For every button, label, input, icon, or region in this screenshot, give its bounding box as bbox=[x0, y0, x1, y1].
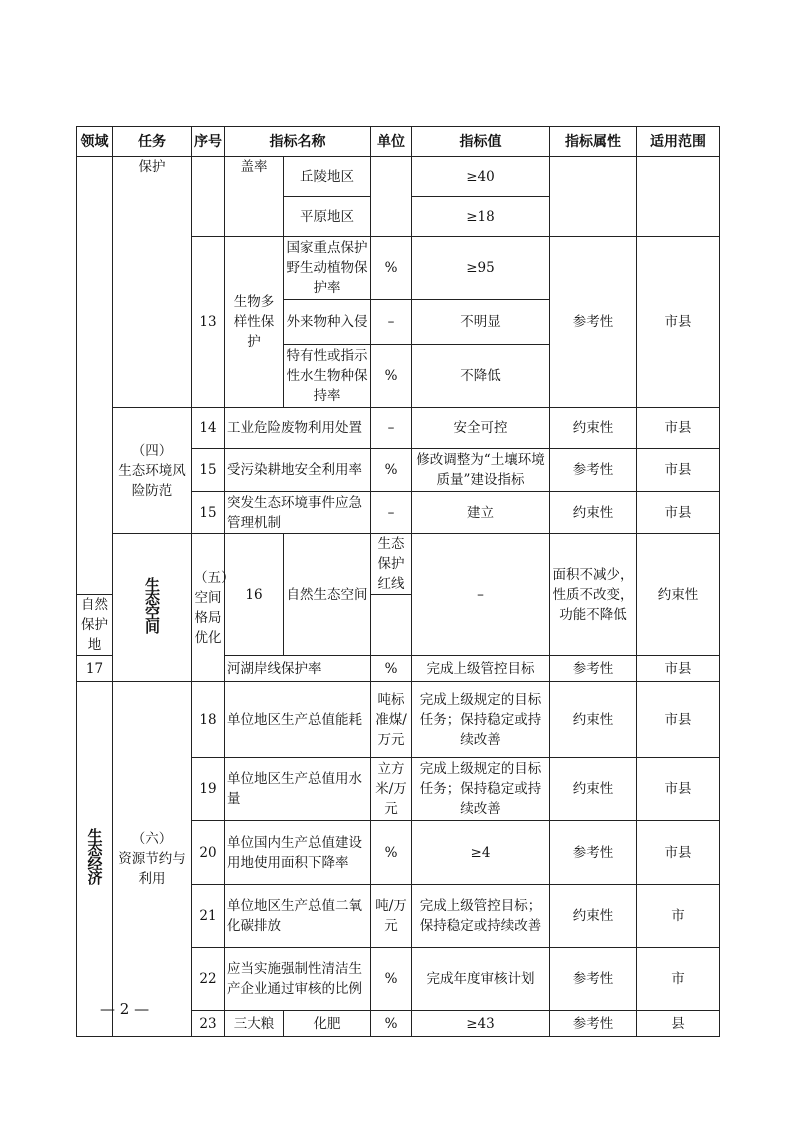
task-cell: 保护 bbox=[113, 157, 192, 408]
sub-indicator: 特有性或指示性水生物种保持率 bbox=[284, 345, 371, 408]
header-scope: 适用范围 bbox=[637, 127, 720, 157]
no-cell: 17 bbox=[77, 656, 113, 682]
header-row bbox=[77, 127, 720, 157]
scope-cell bbox=[637, 157, 720, 237]
indicator-name: 单位地区生产总值能耗 bbox=[225, 682, 371, 758]
sub-indicator: 自然保护地 bbox=[77, 595, 113, 656]
scope-cell: 市县 bbox=[637, 449, 720, 492]
scope-cell: 市县 bbox=[637, 237, 720, 408]
unit-cell: – bbox=[412, 534, 550, 656]
sub-indicator: 外来物种入侵 bbox=[284, 300, 371, 345]
value-cell: ≥43 bbox=[412, 1011, 550, 1037]
indicator-name: 自然生态空间 bbox=[284, 534, 371, 656]
attr-cell: 约束性 bbox=[550, 682, 637, 758]
value-cell: ≥40 bbox=[412, 157, 550, 197]
sub-indicator: 化肥 bbox=[284, 1011, 371, 1037]
unit-cell: % bbox=[371, 345, 412, 408]
attr-cell: 参考性 bbox=[550, 821, 637, 885]
attr-cell: 参考性 bbox=[550, 656, 637, 682]
task-cell: （五） 空间格局优化 bbox=[192, 534, 225, 682]
scope-cell: 市 bbox=[637, 885, 720, 948]
no-cell: 16 bbox=[225, 534, 284, 656]
value-cell: 完成上级管控目标 bbox=[412, 656, 550, 682]
indicator-name: 受污染耕地安全利用率 bbox=[225, 449, 371, 492]
value-cell: 面积不减少，性质不改变，功能不降低 bbox=[550, 534, 637, 656]
attr-cell: 参考性 bbox=[550, 449, 637, 492]
no-cell: 21 bbox=[192, 885, 225, 948]
indicator-name: 突发生态环境事件应急管理机制 bbox=[225, 492, 371, 534]
no-cell: 23 bbox=[192, 1011, 225, 1037]
header-unit: 单位 bbox=[371, 127, 412, 157]
value-cell: 完成上级规定的目标任务；保持稳定或持续改善 bbox=[412, 682, 550, 758]
attr-cell: 参考性 bbox=[550, 237, 637, 408]
attr-cell: 参考性 bbox=[550, 948, 637, 1011]
attr-cell: 约束性 bbox=[637, 534, 720, 656]
no-cell: 13 bbox=[192, 237, 225, 408]
sub-indicator: 平原地区 bbox=[284, 197, 371, 237]
value-cell: 完成上级规定的目标任务；保持稳定或持续改善 bbox=[412, 758, 550, 821]
value-cell: ≥4 bbox=[412, 821, 550, 885]
unit-cell bbox=[371, 157, 412, 237]
value-cell: 完成上级管控目标；保持稳定或持续改善 bbox=[412, 885, 550, 948]
table-row bbox=[77, 157, 720, 197]
indicator-name: 单位地区生产总值二氧化碳排放 bbox=[225, 885, 371, 948]
header-value: 指标值 bbox=[412, 127, 550, 157]
unit-cell: 立方米/万元 bbox=[371, 758, 412, 821]
table-row bbox=[77, 534, 720, 595]
unit-cell: 吨标准煤/万元 bbox=[371, 682, 412, 758]
header-task: 任务 bbox=[113, 127, 192, 157]
indicator-name: 生物多样性保护 bbox=[225, 237, 284, 408]
indicator-name: 盖率 bbox=[225, 157, 284, 237]
indicator-name: 单位国内生产总值建设用地使用面积下降率 bbox=[225, 821, 371, 885]
unit-cell: % bbox=[371, 237, 412, 300]
scope-cell: 市县 bbox=[637, 758, 720, 821]
header-domain: 领域 bbox=[77, 127, 113, 157]
domain-cell bbox=[77, 682, 113, 1037]
unit-cell: % bbox=[371, 948, 412, 1011]
domain-label: 生态经济 bbox=[85, 828, 104, 884]
attr-cell: 约束性 bbox=[550, 758, 637, 821]
no-cell: 19 bbox=[192, 758, 225, 821]
header-indicator: 指标名称 bbox=[225, 127, 371, 157]
scope-cell: 市县 bbox=[637, 492, 720, 534]
indicator-name: 三大粮 bbox=[225, 1011, 284, 1037]
domain-label: 生态空间 bbox=[143, 576, 161, 633]
header-attribute: 指标属性 bbox=[550, 127, 637, 157]
value-cell: 完成年度审核计划 bbox=[412, 948, 550, 1011]
value-cell: ≥18 bbox=[412, 197, 550, 237]
scope-cell: 县 bbox=[637, 1011, 720, 1037]
unit-cell: % bbox=[371, 656, 412, 682]
value-cell: 不明显 bbox=[412, 300, 550, 345]
unit-cell: – bbox=[371, 408, 412, 449]
no-cell: 22 bbox=[192, 948, 225, 1011]
no-cell: 15 bbox=[192, 492, 225, 534]
sub-indicator: 国家重点保护野生动植物保护率 bbox=[284, 237, 371, 300]
value-cell: ≥95 bbox=[412, 237, 550, 300]
value-cell: 不降低 bbox=[412, 345, 550, 408]
domain-cell bbox=[113, 534, 192, 682]
task-cell: （四） 生态环境风险防范 bbox=[113, 408, 192, 534]
domain-cell-continued bbox=[77, 157, 113, 595]
indicator-table bbox=[76, 126, 720, 1037]
scope-cell: 市县 bbox=[637, 682, 720, 758]
task-cell: （六） 资源节约与 利用 bbox=[113, 682, 192, 1037]
scope-cell: 市 bbox=[637, 948, 720, 1011]
no-cell: 14 bbox=[192, 408, 225, 449]
table-row bbox=[77, 408, 720, 449]
page-number: — 2 — bbox=[100, 1000, 150, 1018]
unit-cell: – bbox=[371, 300, 412, 345]
value-cell: 建立 bbox=[412, 492, 550, 534]
unit-cell: % bbox=[371, 1011, 412, 1037]
scope-cell: 市县 bbox=[637, 656, 720, 682]
unit-cell: 吨/万元 bbox=[371, 885, 412, 948]
no-cell: 20 bbox=[192, 821, 225, 885]
attr-cell: 参考性 bbox=[550, 1011, 637, 1037]
scope-cell: 市县 bbox=[637, 821, 720, 885]
scope-cell: 市县 bbox=[637, 408, 720, 449]
unit-cell: – bbox=[371, 492, 412, 534]
value-cell: 安全可控 bbox=[412, 408, 550, 449]
header-no: 序号 bbox=[192, 127, 225, 157]
no-cell: 15 bbox=[192, 449, 225, 492]
table-row bbox=[77, 682, 720, 758]
no-cell bbox=[192, 157, 225, 237]
attr-cell bbox=[550, 157, 637, 237]
indicator-name: 应当实施强制性清洁生产企业通过审核的比例 bbox=[225, 948, 371, 1011]
indicator-name: 单位地区生产总值用水量 bbox=[225, 758, 371, 821]
value-cell: 修改调整为“土壤环境质量”建设指标 bbox=[412, 449, 550, 492]
attr-cell: 约束性 bbox=[550, 408, 637, 449]
attr-cell: 约束性 bbox=[550, 492, 637, 534]
unit-cell: % bbox=[371, 821, 412, 885]
indicator-name: 工业危险废物利用处置 bbox=[225, 408, 371, 449]
no-cell: 18 bbox=[192, 682, 225, 758]
unit-cell: % bbox=[371, 449, 412, 492]
attr-cell: 约束性 bbox=[550, 885, 637, 948]
sub-indicator: 丘陵地区 bbox=[284, 157, 371, 197]
sub-indicator: 生态保护红线 bbox=[371, 534, 412, 595]
indicator-name: 河湖岸线保护率 bbox=[225, 656, 371, 682]
